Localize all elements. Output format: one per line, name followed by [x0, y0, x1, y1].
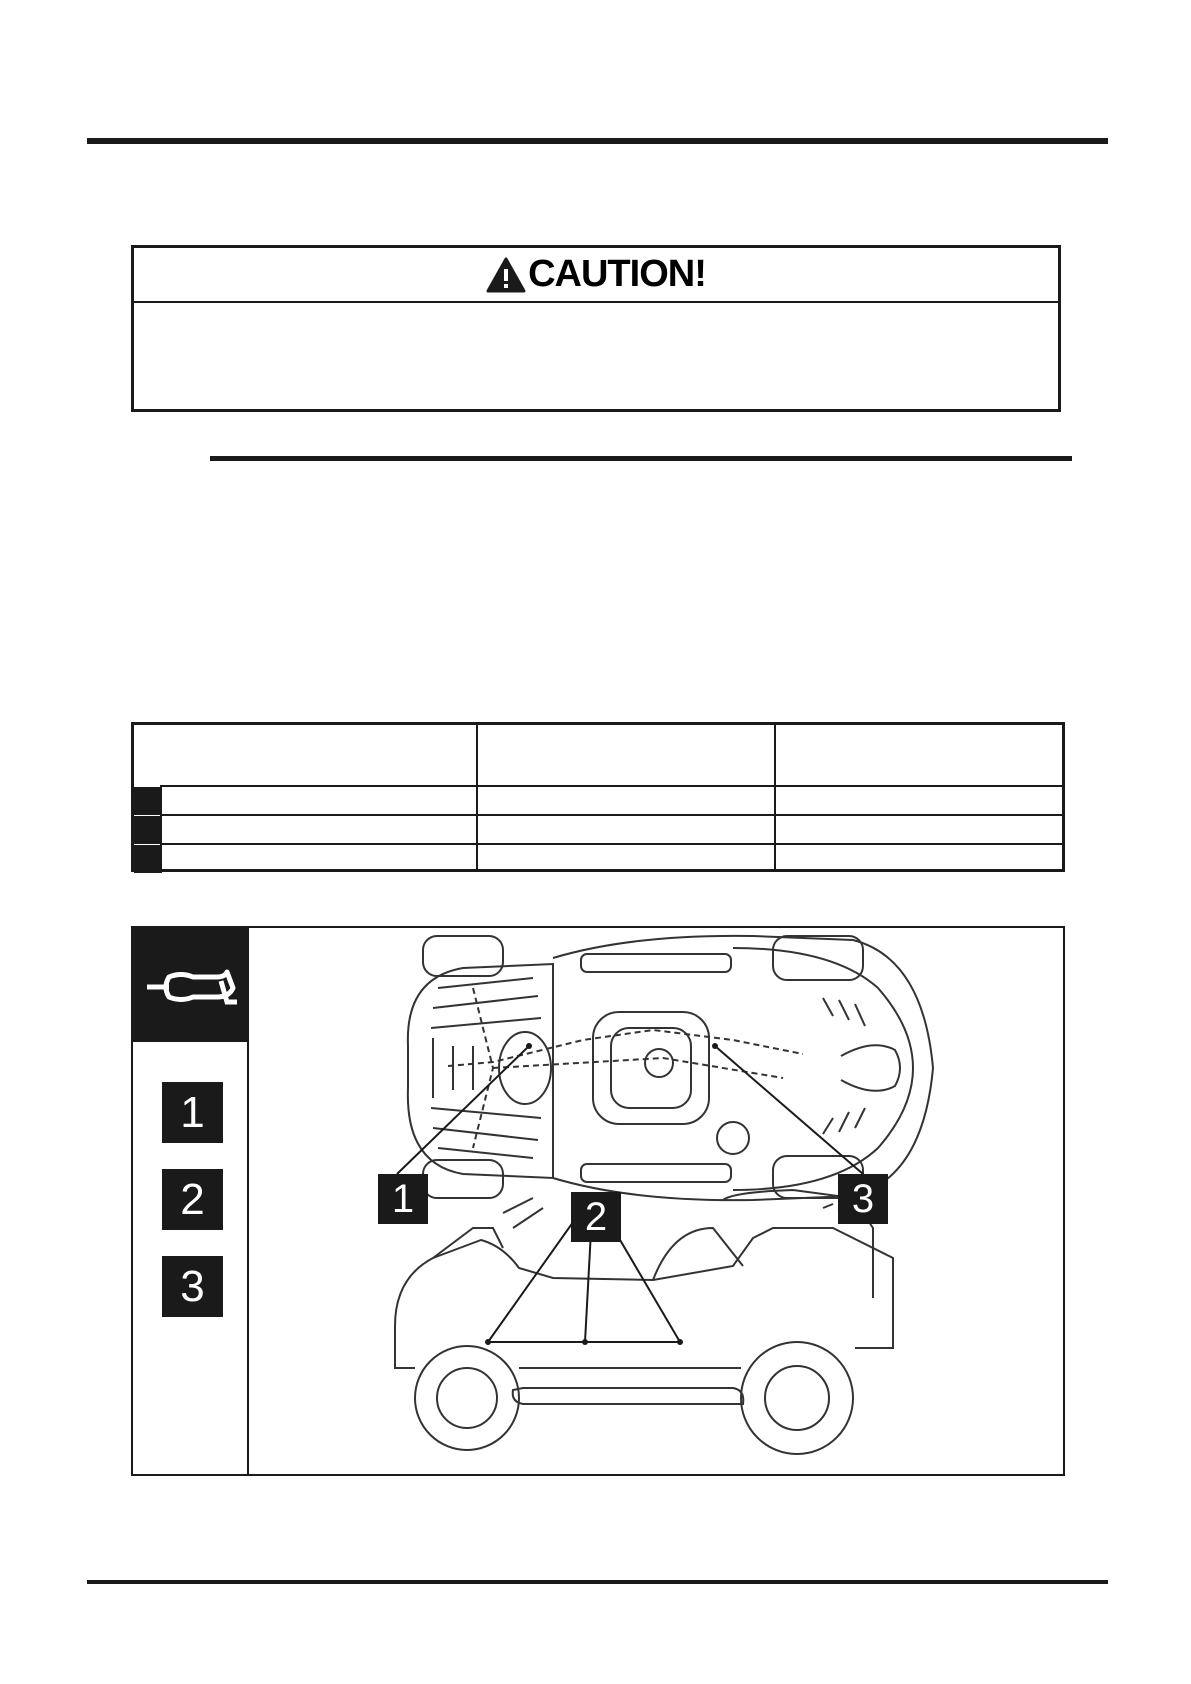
callout-3: 3 — [838, 1174, 888, 1224]
warning-triangle-icon — [486, 257, 526, 293]
table-row-divider — [162, 814, 1062, 816]
table-row-divider — [162, 843, 1062, 845]
caution-header — [134, 248, 1058, 303]
mower-top-view — [408, 936, 933, 1200]
table-column-divider — [774, 725, 776, 869]
mower-side-view — [395, 1190, 893, 1454]
section-rule — [210, 456, 1072, 461]
spec-table — [131, 722, 1065, 872]
caution-box — [131, 245, 1061, 412]
table-row-marker — [134, 787, 162, 815]
bottom-rule — [87, 1580, 1108, 1584]
caution-title: CAUTION! — [528, 253, 706, 295]
callout-2: 2 — [571, 1192, 621, 1242]
table-row-marker — [134, 816, 162, 844]
legend-marker-1: 1 — [162, 1082, 223, 1143]
table-row-divider — [160, 785, 1062, 787]
legend-marker-3: 3 — [162, 1256, 223, 1317]
component-location-figure — [131, 926, 1065, 1476]
legend-marker-2: 2 — [162, 1169, 223, 1230]
table-column-divider — [476, 725, 478, 869]
table-row-marker — [134, 845, 162, 873]
top-rule — [87, 138, 1108, 144]
callout-1: 1 — [378, 1174, 428, 1224]
